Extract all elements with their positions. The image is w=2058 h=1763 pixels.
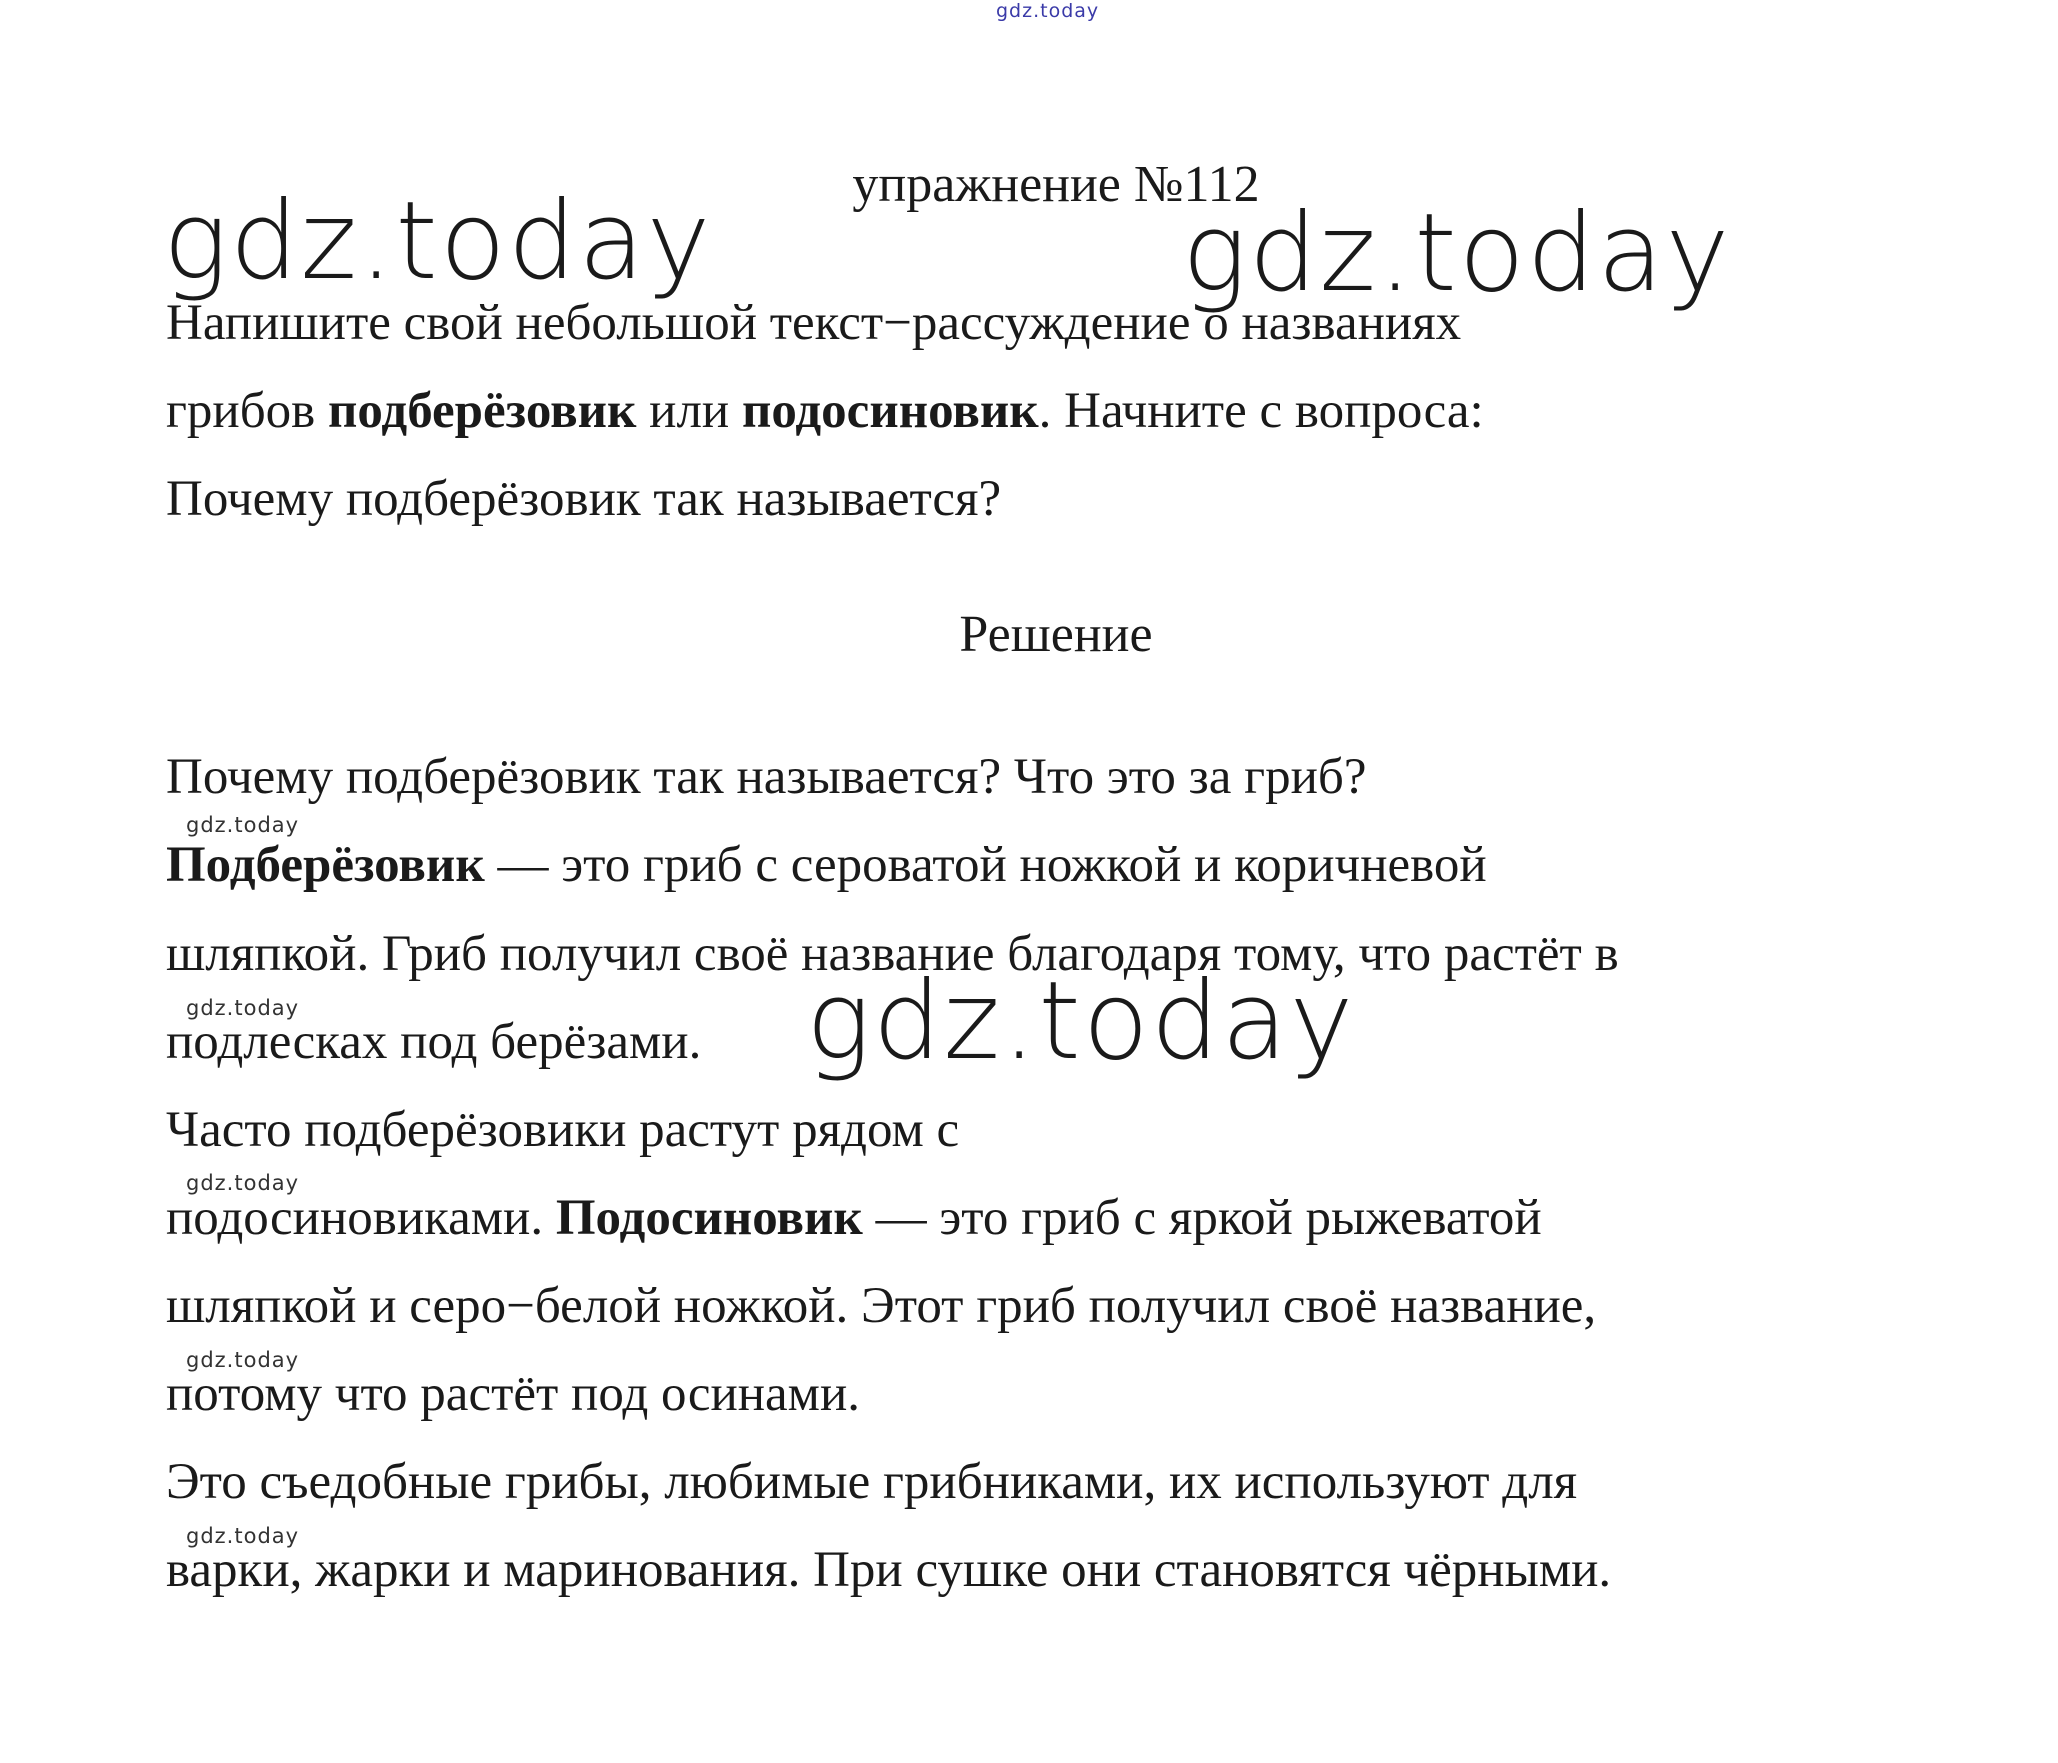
watermark-small: gdz.today bbox=[186, 1524, 300, 1548]
task-line bbox=[166, 383, 1484, 439]
solution-line: подлесках под берёзами. bbox=[166, 1014, 702, 1070]
watermark-big: gdz.today bbox=[806, 959, 1356, 1084]
watermark-big: gdz.today bbox=[163, 179, 713, 304]
solution-text: — это гриб с сероватой ножкой и коричневой bbox=[484, 837, 1487, 893]
exercise-title: упражнение №112 bbox=[852, 156, 1260, 213]
solution-line: шляпкой. Гриб получил своё название благодаря тому, что растёт в bbox=[166, 926, 1619, 982]
solution-line: потому что растёт под осинами. bbox=[166, 1366, 861, 1422]
solution-line: варки, жарки и маринования. При сушке они становятся чёрными. bbox=[166, 1542, 1612, 1598]
solution-line bbox=[166, 837, 1487, 893]
solution-line: Это съедобные грибы, любимые грибниками, их используют для bbox=[166, 1454, 1578, 1510]
solution-term-podosinovik: Подосиновик bbox=[555, 1190, 863, 1246]
solution-line bbox=[166, 1190, 1542, 1246]
watermark-big: gdz.today bbox=[1182, 191, 1732, 316]
solution-heading: Решение bbox=[959, 606, 1153, 663]
task-text: или bbox=[636, 383, 742, 439]
watermark-small: gdz.today bbox=[186, 813, 300, 837]
solution-line: Часто подберёзовики растут рядом с bbox=[166, 1102, 960, 1158]
task-text: грибов bbox=[166, 383, 328, 439]
watermark-small: gdz.today bbox=[186, 1171, 300, 1195]
solution-text: — это гриб с яркой рыжеватой bbox=[862, 1190, 1542, 1246]
solution-term-podberezovik: Подберёзовик bbox=[166, 837, 485, 893]
watermark-small: gdz.today bbox=[186, 996, 300, 1020]
solution-text: подосиновиками. bbox=[166, 1190, 556, 1246]
solution-line: Почему подберёзовик так называется? Что это за гриб? bbox=[166, 749, 1367, 805]
task-text: . Начните с вопроса: bbox=[1038, 383, 1484, 439]
task-term-podosinovik: подосиновик bbox=[741, 383, 1039, 439]
task-line: Напишите свой небольшой текст−рассуждение о названиях bbox=[166, 295, 1462, 351]
watermark-small: gdz.today bbox=[186, 1348, 300, 1372]
task-term-podberezovik: подберёзовик bbox=[328, 383, 637, 439]
solution-line: шляпкой и серо−белой ножкой. Этот гриб получил своё название, bbox=[166, 1278, 1597, 1334]
task-line: Почему подберёзовик так называется? bbox=[166, 471, 1002, 527]
watermark-top: gdz.today bbox=[996, 0, 1100, 22]
